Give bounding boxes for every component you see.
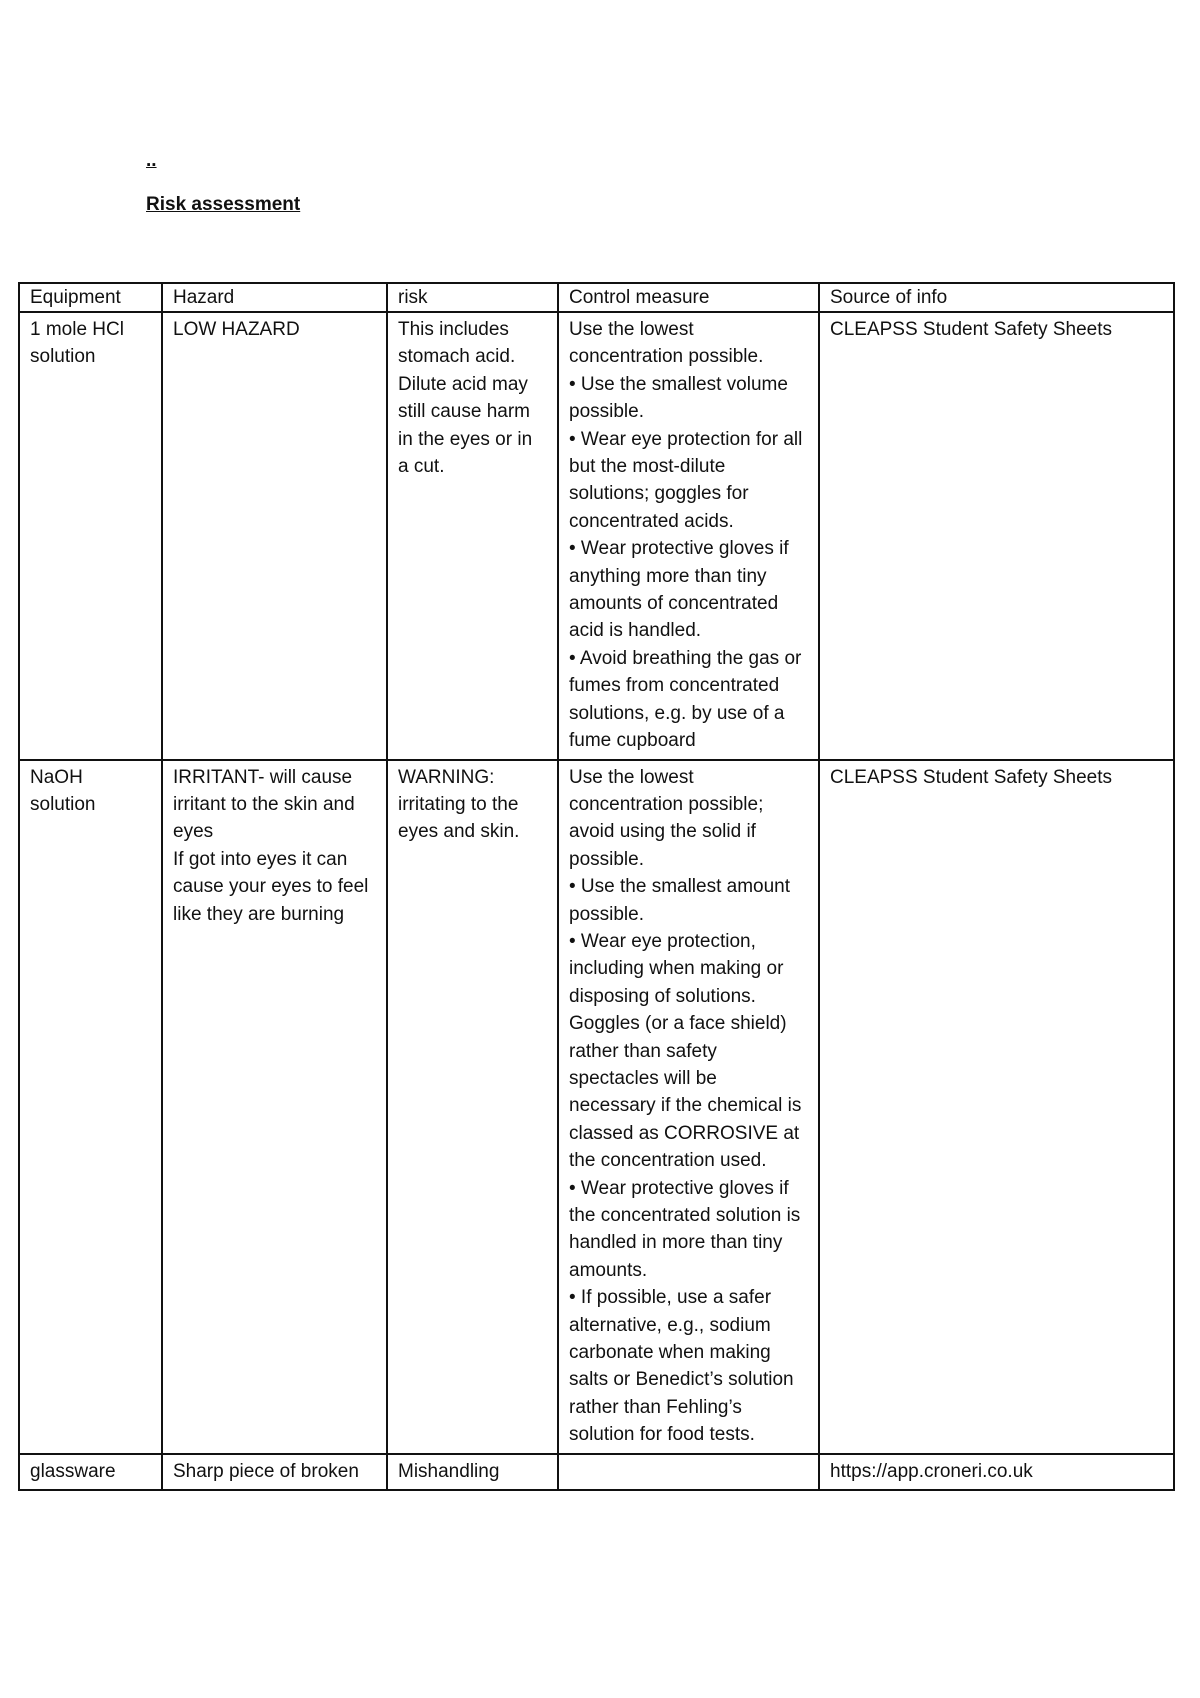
table-header-row [19, 283, 1174, 312]
header-control-measure: Control measure [558, 283, 819, 312]
risk-assessment-table [18, 282, 1175, 1491]
cell-hazard [162, 760, 387, 1454]
cell-risk: WARNING: irritating to the eyes and skin. [387, 760, 558, 1454]
control-line: • Avoid breathing the gas or fumes from concentrated solutions, e.g. by use of a fume cupboard [569, 647, 802, 752]
cell-hazard: Sharp piece of broken [162, 1454, 387, 1490]
control-line: • If possible, use a safer alternative, e.g., sodium carbonate when making salts or Benedict’s solution rather than Fehling’s solution for food tests. [569, 1287, 794, 1446]
control-line: • Wear eye protection, including when making or disposing of solutions. Goggles (or a face shield) rather than safety spectacles will be necessary if the chemical is classed as CORROSIVE at the concentration used. [569, 930, 802, 1172]
cell-control-measure [558, 760, 819, 1454]
control-line: • Wear protective gloves if the concentrated solution is handled in more than tiny amounts. [569, 1177, 801, 1281]
control-line: Use the lowest concentration possible; avoid using the solid if possible. [569, 766, 764, 870]
header-dots: .. [146, 150, 157, 171]
hazard-line: IRRITANT- will cause irritant to the skin and eyes [173, 766, 355, 843]
control-line: • Wear protective gloves if anything more than tiny amounts of concentrated acid is handled. [569, 538, 789, 642]
control-line: Use the lowest concentration possible. [569, 319, 764, 368]
cell-equipment: glassware [19, 1454, 162, 1490]
hazard-line: If got into eyes it can cause your eyes to feel like they are burning [173, 848, 369, 925]
cell-equipment: 1 mole HCl solution [19, 312, 162, 760]
control-line: • Use the smallest volume possible. [569, 373, 788, 423]
control-line: • Use the smallest amount possible. [569, 876, 791, 925]
cell-source: CLEAPSS Student Safety Sheets [819, 760, 1174, 1454]
header-hazard: Hazard [162, 283, 387, 312]
header-risk: risk [387, 283, 558, 312]
table-row [19, 1454, 1174, 1490]
header-source-of-info: Source of info [819, 283, 1174, 312]
cell-source-link[interactable]: https://app.croneri.co.uk [819, 1454, 1174, 1490]
cell-risk: This includes stomach acid. Dilute acid may still cause harm in the eyes or in a cut. [387, 312, 558, 760]
header-equipment: Equipment [19, 283, 162, 312]
cell-control-measure [558, 312, 819, 760]
cell-source: CLEAPSS Student Safety Sheets [819, 312, 1174, 760]
page-title: Risk assessment [146, 194, 301, 215]
cell-risk: Mishandling [387, 1454, 558, 1490]
cell-hazard: LOW HAZARD [162, 312, 387, 760]
control-line: • Wear eye protection for all but the most-dilute solutions; goggles for concentrated acids. [569, 428, 803, 532]
table-row [19, 312, 1174, 760]
cell-control-measure [558, 1454, 819, 1490]
cell-equipment: NaOH solution [19, 760, 162, 1454]
table-row [19, 760, 1174, 1454]
